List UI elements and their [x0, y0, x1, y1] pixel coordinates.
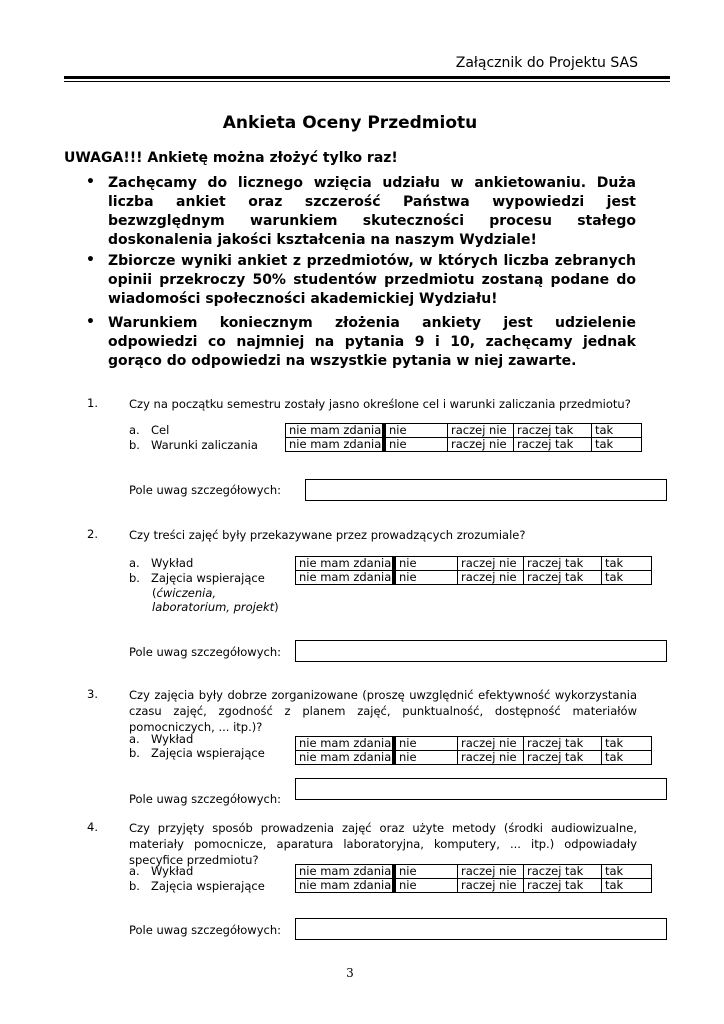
item-label: Cel	[151, 423, 170, 437]
rating-option-nie-mam-zdania[interactable]: nie mam zdania	[296, 557, 395, 571]
question-3-item-b	[129, 746, 265, 761]
question-3-text: Czy zajęcia były dobrze zorganizowane (proszę uwzględnić efektywność wykorzystania czasu zajęć, zgodność z planem zajęć, punktualność, dostępność materiałów pomocniczych, ... itp.)?	[129, 688, 637, 734]
bullet-marker: •	[86, 174, 95, 190]
page-title: Ankieta Oceny Przedmiotu	[222, 113, 478, 133]
question-2-comments-label: Pole uwag szczegółowych:	[129, 645, 281, 659]
rating-option-raczej-tak[interactable]: raczej tak	[524, 879, 602, 893]
question-4-comments-field[interactable]	[295, 918, 667, 940]
question-2-item-b	[129, 571, 265, 586]
question-1-item-b	[129, 438, 258, 453]
rating-row	[286, 424, 642, 438]
rating-option-nie-mam-zdania[interactable]: nie mam zdania	[286, 424, 385, 438]
item-label: Zajęcia wspierające	[151, 879, 265, 893]
item-letter: a.	[129, 556, 140, 570]
rating-option-raczej-nie[interactable]: raczej nie	[458, 751, 524, 765]
rating-option-nie[interactable]: nie	[394, 751, 458, 765]
sub-note-text: ćwiczenia,	[156, 586, 217, 600]
question-3-rating-table	[295, 736, 652, 765]
header-text: Załącznik do Projektu SAS	[455, 55, 638, 71]
rating-option-tak[interactable]: tak	[602, 571, 652, 585]
question-2-comments-field[interactable]	[295, 640, 667, 662]
sub-note-close: )	[274, 600, 279, 614]
question-3-comments-field[interactable]	[295, 778, 667, 800]
item-label: Wykład	[151, 556, 194, 570]
question-2-item-a	[129, 556, 193, 571]
rating-option-raczej-nie[interactable]: raczej nie	[458, 557, 524, 571]
rating-option-tak[interactable]: tak	[592, 438, 642, 452]
rating-option-raczej-tak[interactable]: raczej tak	[524, 557, 602, 571]
page-number: 3	[346, 966, 354, 980]
question-4-number: 4.	[87, 820, 98, 834]
rating-option-nie-mam-zdania[interactable]: nie mam zdania	[296, 737, 395, 751]
rating-option-nie[interactable]: nie	[384, 424, 448, 438]
question-4-item-b	[129, 879, 265, 894]
rating-option-raczej-nie[interactable]: raczej nie	[458, 737, 524, 751]
question-2-number: 2.	[87, 527, 98, 541]
rating-option-raczej-tak[interactable]: raczej tak	[524, 571, 602, 585]
question-3-comments-label: Pole uwag szczegółowych:	[129, 792, 281, 806]
question-1-text: Czy na początku semestru zostały jasno określone cel i warunki zaliczania przedmiotu?	[129, 397, 631, 411]
rating-option-raczej-tak[interactable]: raczej tak	[524, 751, 602, 765]
bullet-marker: •	[86, 314, 95, 330]
rating-option-raczej-nie[interactable]: raczej nie	[458, 571, 524, 585]
rating-option-tak[interactable]: tak	[602, 879, 652, 893]
item-label: Wykład	[151, 864, 194, 878]
item-letter: a.	[129, 864, 140, 878]
rating-option-tak[interactable]: tak	[592, 424, 642, 438]
rating-option-nie[interactable]: nie	[394, 571, 458, 585]
question-1-item-a	[129, 423, 169, 438]
question-2-sub-note-line-2	[152, 600, 279, 615]
item-letter: b.	[129, 571, 140, 585]
rating-option-nie-mam-zdania[interactable]: nie mam zdania	[296, 865, 395, 879]
rating-option-nie-mam-zdania[interactable]: nie mam zdania	[286, 438, 385, 452]
rating-option-nie[interactable]: nie	[394, 865, 458, 879]
rating-option-nie-mam-zdania[interactable]: nie mam zdania	[296, 879, 395, 893]
item-letter: b.	[129, 879, 140, 893]
bullet-marker: •	[86, 252, 95, 268]
bullet-1: Zachęcamy do licznego wzięcia udziału w ankietowaniu. Duża liczba ankiet oraz szczerość Państwa wypowiedzi jest bezwzględnym warunkiem skuteczności procesu stałego doskonalenia jakości kształcenia na naszym Wydziale!	[108, 175, 636, 248]
rating-option-raczej-nie[interactable]: raczej nie	[458, 879, 524, 893]
warning-text: UWAGA!!! Ankietę można złożyć tylko raz!	[64, 150, 398, 166]
item-letter: a.	[129, 732, 140, 746]
item-letter: b.	[129, 438, 140, 452]
bullet-3: Warunkiem koniecznym złożenia ankiety jest udzielenie odpowiedzi co najmniej na pytania 9 i 10, zachęcamy jednak gorąco do odpowiedzi na wszystkie pytania w niej zawarte.	[108, 315, 636, 369]
bullet-2: Zbiorcze wyniki ankiet z przedmiotów, w których liczba zebranych opinii przekroczy 50% studentów przedmiotu zostaną podane do wiadomości społeczności akademickiej Wydziału!	[108, 253, 636, 307]
question-1-number: 1.	[87, 396, 98, 410]
question-4-comments-label: Pole uwag szczegółowych:	[129, 923, 281, 937]
question-1-comments-field[interactable]	[305, 479, 667, 501]
question-4-rating-table	[295, 864, 652, 893]
question-4-text: Czy przyjęty sposób prowadzenia zajęć oraz użyte metody (środki audiowizualne, materiały pomocnicze, aparatura laboratoryjna, komputery, ... itp.) odpowiadały specyfice przedmiotu?	[129, 821, 637, 867]
question-1-comments-label: Pole uwag szczegółowych:	[129, 483, 281, 497]
rating-option-raczej-nie[interactable]: raczej nie	[458, 865, 524, 879]
rating-row	[296, 865, 652, 879]
sub-note-open: (	[152, 586, 157, 600]
rating-option-tak[interactable]: tak	[602, 737, 652, 751]
rating-option-raczej-tak[interactable]: raczej tak	[514, 438, 592, 452]
rating-option-tak[interactable]: tak	[602, 865, 652, 879]
question-3-number: 3.	[87, 687, 98, 701]
item-label: Zajęcia wspierające	[151, 571, 265, 585]
rating-option-nie[interactable]: nie	[394, 879, 458, 893]
item-label: Wykład	[151, 732, 194, 746]
question-2-text: Czy treści zajęć były przekazywane przez prowadzących zrozumiale?	[129, 528, 526, 542]
rating-option-nie[interactable]: nie	[394, 557, 458, 571]
rating-option-nie[interactable]: nie	[394, 737, 458, 751]
question-3-item-a	[129, 732, 193, 747]
question-2-rating-table	[295, 556, 652, 585]
rating-option-tak[interactable]: tak	[602, 557, 652, 571]
rating-row	[296, 557, 652, 571]
rating-option-raczej-tak[interactable]: raczej tak	[524, 737, 602, 751]
rating-option-tak[interactable]: tak	[602, 751, 652, 765]
rating-row	[286, 438, 642, 452]
sub-note-text: laboratorium, projekt	[152, 600, 275, 614]
rating-row	[296, 737, 652, 751]
item-label: Warunki zaliczania	[151, 438, 258, 452]
question-1-rating-table	[285, 423, 642, 452]
item-label: Zajęcia wspierające	[151, 746, 265, 760]
rating-option-raczej-nie[interactable]: raczej nie	[448, 424, 514, 438]
rating-option-nie[interactable]: nie	[384, 438, 448, 452]
rating-row	[296, 571, 652, 585]
rating-option-raczej-tak[interactable]: raczej tak	[524, 865, 602, 879]
rating-row	[296, 751, 652, 765]
rating-option-nie-mam-zdania[interactable]: nie mam zdania	[296, 751, 395, 765]
question-2-sub-note-line-1	[152, 586, 216, 601]
rating-option-raczej-nie[interactable]: raczej nie	[448, 438, 514, 452]
header-rule-thick	[64, 76, 670, 79]
rating-option-raczej-tak[interactable]: raczej tak	[514, 424, 592, 438]
question-4-item-a	[129, 864, 193, 879]
item-letter: a.	[129, 423, 140, 437]
rating-row	[296, 879, 652, 893]
header-rule-thin	[64, 81, 670, 82]
rating-option-nie-mam-zdania[interactable]: nie mam zdania	[296, 571, 395, 585]
item-letter: b.	[129, 746, 140, 760]
